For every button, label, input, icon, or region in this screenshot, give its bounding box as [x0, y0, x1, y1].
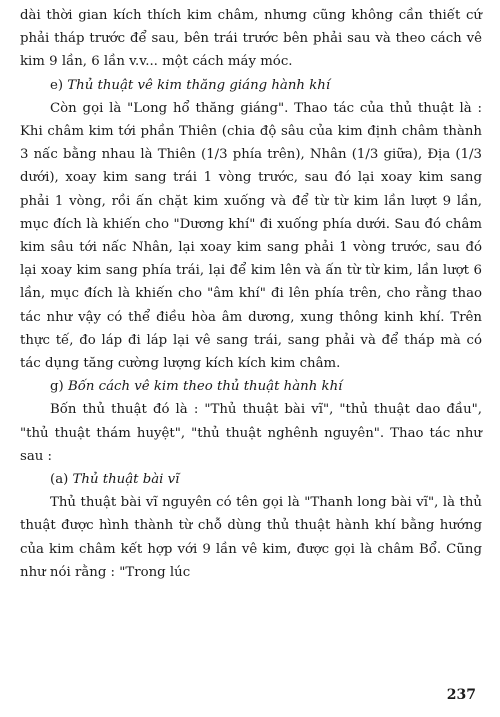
heading-text: Bốn cách vê kim theo thủ thuật hành khí: [67, 379, 343, 395]
section-heading-g: [20, 375, 482, 398]
heading-number: e): [50, 77, 64, 93]
paragraph-body: Thủ thuật bài vĩ nguyên có tên gọi là "Thanh long bài vĩ", là thủ thuật được hình thành từ chỗ dùng thủ thuật hành khí bằng hướng của kim châm kết hợp với 9 lần vê kim, được gọi là châm Bổ. Cũng như nói rằng : "Trong lúc: [20, 495, 482, 580]
paragraph-body: Còn gọi là "Long hổ thăng giáng". Thao tác của thủ thuật là : Khi châm kim tới phần Thiên (chia độ sâu của kim định châm thành 3 nấc bằng nhau là Thiên (1/3 phía trên), Nhân (1/3 giữa), Địa (1/3 dưới), xoay kim sang trái 1 vòng trước, sau đó lại xoay kim sang phải 1 vòng, rồi ấn chặt kim xuống và để từ từ kim lần lượt 9 lần, mục đích là khiến cho "Dương khí" đi xuống phía dưới. Sau đó châm kim sâu tới nấc Nhân, lại xoay kim sang phải 1 vòng trước, sau đó lại xoay kim sang phía trái, lại để kim lên và ấn từ từ kim, lần lượt 6 lần, mục đích là khiến cho "âm khí" đi lên phía trên, cho rằng thao tác như vậy có thể điều hòa âm dương, xung thông kinh khí. Trên thực tế, đo láp đi láp lại vê sang trái, sang phải và để tháp mà có tác dụng tăng cường lượng kích kích kim châm.: [20, 100, 482, 372]
subsection-heading-a: [20, 468, 482, 491]
section-heading-e: [20, 74, 482, 97]
paragraph-continued: dài thời gian kích thích kim châm, nhưng cũng không cần thiết cứ phải tháp trước để sau, bên trái trước bên phải sau và theo cách vê kim 9 lần, 6 lần v.v... một cách máy móc.: [20, 8, 482, 70]
page-number: 237: [446, 687, 476, 703]
heading-number: g): [50, 379, 64, 395]
heading-text: Thủ thuật bài vĩ: [72, 472, 180, 488]
heading-number: (a): [50, 472, 69, 488]
paragraph-body: Bốn thủ thuật đó là : "Thủ thuật bài vĩ", "thủ thuật dao đầu", "thủ thuật thám huyệt", "thủ thuật nghênh nguyên". Thao tác như sau :: [20, 402, 482, 464]
heading-text: Thủ thuật vê kim thăng giáng hành khí: [67, 77, 331, 93]
